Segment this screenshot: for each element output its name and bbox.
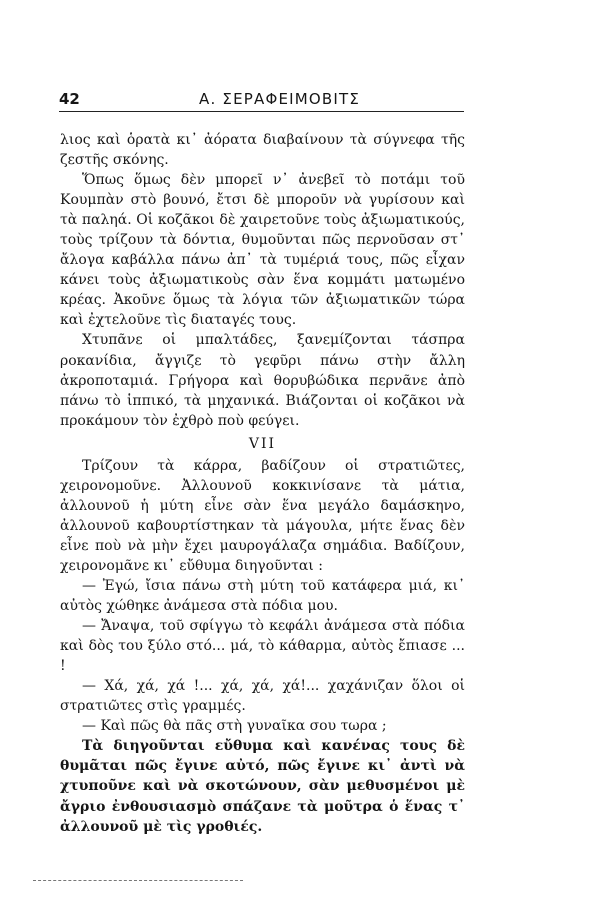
section-number: VII <box>248 435 277 452</box>
page-header <box>59 84 464 114</box>
paragraph: Τρίζουν τὰ κάρρα, βαδίζουν οἱ στρατιῶτες, χειρονομοῦνε. Ἀλλουνοῦ κοκκινίσανε τὰ μάτια, ἀλλουνοῦ ἡ μύτη εἶνε σὰν ἕνα μεγάλο δαμάσκηνο, ἀλλουνοῦ καβουρτίστηκαν τὰ μάγουλα, μήτε ἕνας δὲν εἶνε ποὺ νὰ μὴν ἔχει μαυρογάλαζα σημάδια. Βαδίζουν, χειρονομᾶνε κι᾿ εὔθυμα διηγοῦνται : <box>60 457 465 574</box>
paragraph: Τὰ διηγοῦνται εὔθυμα καὶ κανένας τους δὲ θυμᾶται πῶς ἔγινε αὐτό, πῶς ἔγινε κι᾿ ἀντὶ νὰ χτυποῦνε καὶ νὰ σκοτώνουν, σὰν μεθυσμένοι μὲ ἄγριο ἐνθουσιασμὸ σπάζανε τὰ μοῦτρα ὁ ἕνας τ᾿ ἀλλουνοῦ μὲ τὶς γροθιές. <box>60 738 465 835</box>
paragraph: Ὅπως ὅμως δὲν μπορεῖ ν᾿ ἀνεβεῖ τὸ ποτάμι τοῦ Κουμπὰν στὸ βουνό, ἔτσι δὲ μποροῦν νὰ γυρίσουν καὶ τὰ παληά. Οἱ κοζᾶκοι δὲ χαιρετοῦνε τοὺς ἀξιωματικούς, τοὺς τρίζουν τὰ δόντια, θυμοῦνται πῶς περνοῦσαν στ᾿ ἄλογα καβάλλα πάνω ἀπ᾿ τὰ τυμέριά τους, πῶς εἶχαν κάνει τοὺς ἀξιωματικοὺς σὰν ἕνα κομμάτι ματωμένο κρέας. Ἀκοῦνε ὅμως τὰ λόγια τῶν ἀξιωματικῶν τώρα καὶ ἐχτελοῦνε τὶς διαταγές τους. <box>60 172 465 329</box>
dialogue-line: — Ἄναψα, τοῦ σφίγγω τὸ κεφάλι ἀνάμεσα στὰ πόδια καὶ δὸς του ξύλο στό... μά, τὸ κάθαρμα, αὐτὸς ἔπιασε ... ! <box>60 618 465 675</box>
dialogue-line: — Ἐγώ, ἴσια πάνω στὴ μύτη τοῦ κατάφερα μιά, κι᾿ αὐτὸς χώθηκε ἀνάμεσα στὰ πόδια μου. <box>60 577 465 615</box>
running-title: Α. ΣΕΡΑΦΕΙΜΟΒΙΤΣ <box>199 90 361 108</box>
bottom-scan-marks <box>33 880 243 883</box>
paragraph: Χτυπᾶνε οἱ μπαλτάδες, ξανεμίζονται τάσπρα ροκανίδια, ἄγγιζε τὸ γεφῦρι πάνω στὴν ἄλλη ἀκροποταμιά. Γρήγορα καὶ θορυβώδικα περνᾶνε ἀπὸ πάνω τὸ ἱππικό, τὰ μηχανικά. Βιάζονται οἱ κοζᾶκοι νὰ προκάμουν τὸν ἐχθρὸ ποὺ φεύγει. <box>60 332 465 429</box>
paragraph: λιος καὶ ὁρατὰ κι᾿ ἀόρατα διαβαίνουν τὰ σύγνεφα τῆς ζεστῆς σκόνης. <box>60 132 465 169</box>
dialogue-line: — Καὶ πῶς θὰ πᾶς στὴ γυναῖκα σου τωρα ; <box>82 718 387 735</box>
header-rule <box>59 111 464 112</box>
dialogue-line: — Χά, χά, χά !... χά, χά, χά!... χαχάνιζαν ὅλοι οἱ στρατιῶτες στὶς γραμμές. <box>60 678 465 715</box>
page-number: 42 <box>59 90 80 108</box>
body-text <box>60 130 465 837</box>
